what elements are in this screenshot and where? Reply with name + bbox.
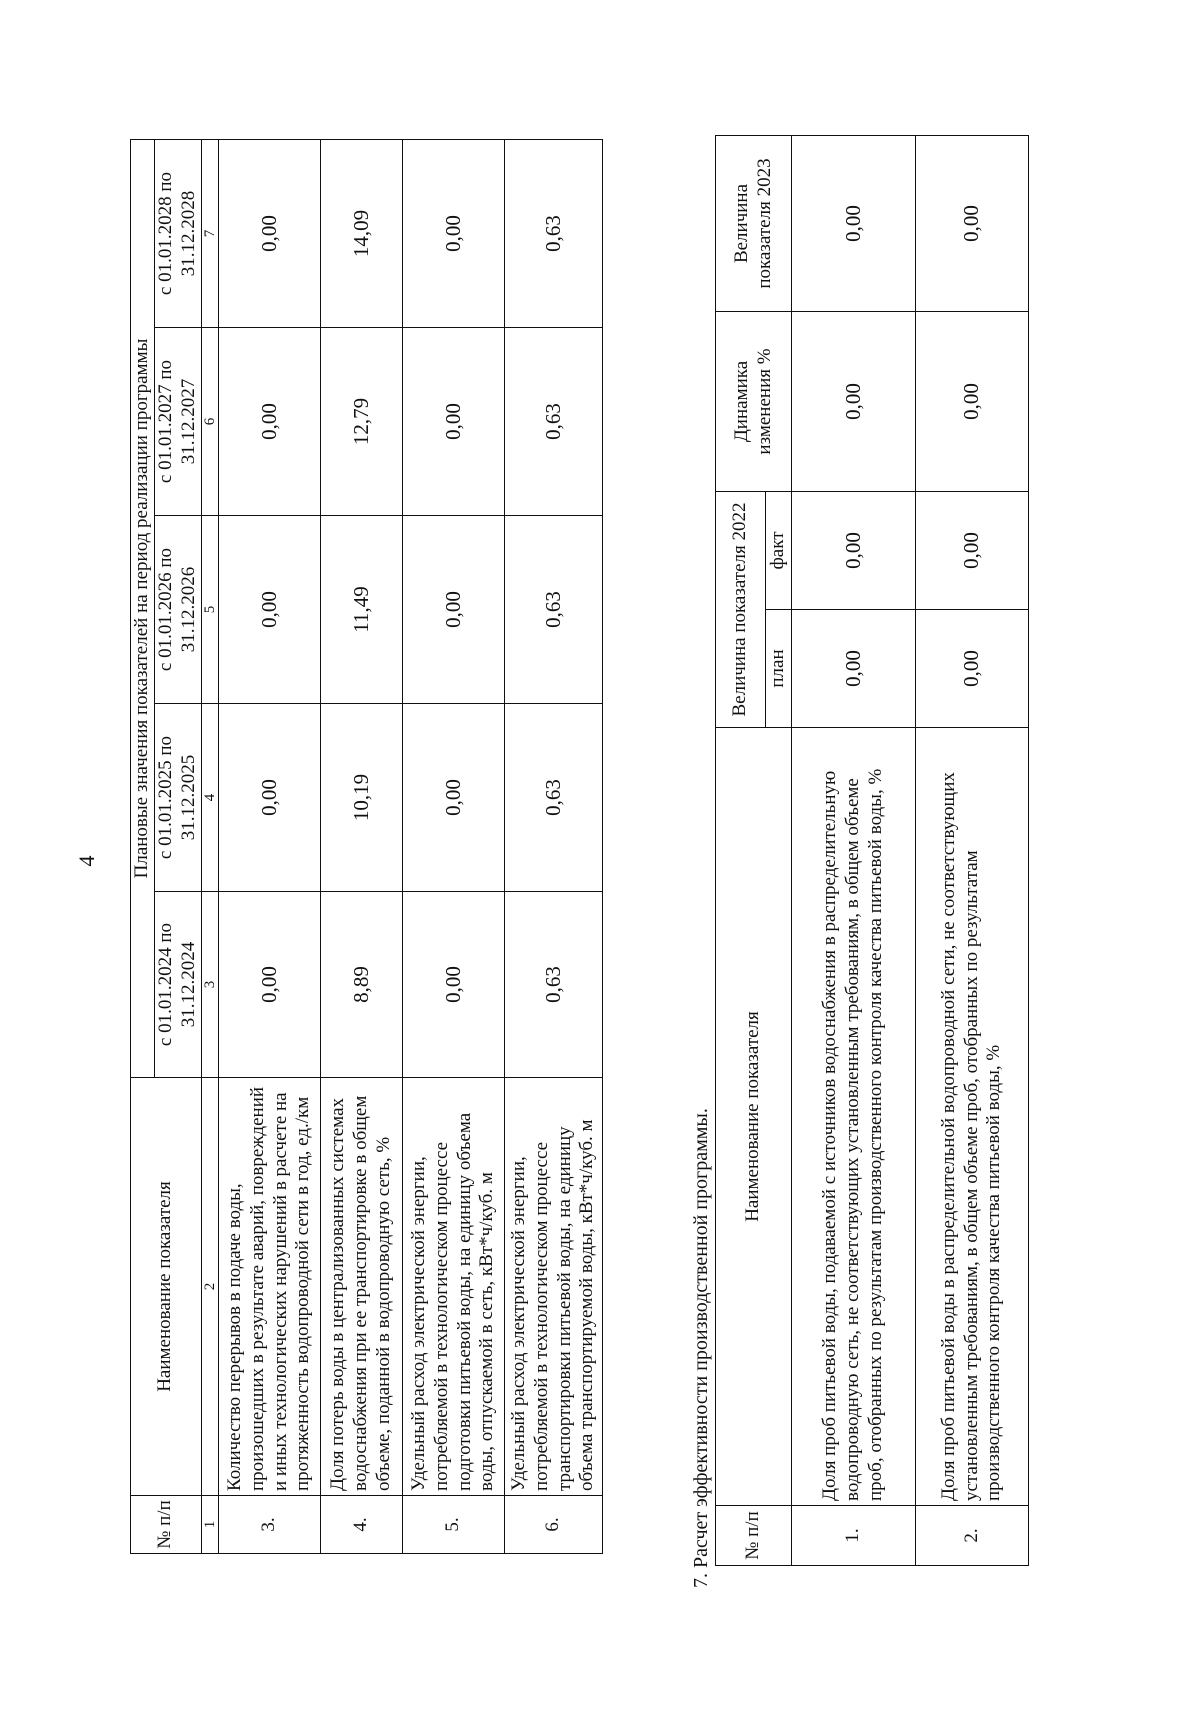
row-value: 0,00	[219, 892, 321, 1078]
indicators-table	[130, 139, 603, 1554]
row-value: 10,19	[321, 704, 403, 892]
header-value-2022: Величина показателя 2022	[716, 492, 766, 728]
header-period-2025: с 01.01.2025 по 31.12.2025	[155, 704, 202, 892]
header-num: № п/п	[131, 1496, 202, 1554]
table-row	[916, 136, 1029, 1566]
row-num: 3.	[219, 1496, 321, 1554]
header-period-2026: с 01.01.2026 по 31.12.2026	[155, 516, 202, 704]
col-index: 7	[201, 140, 219, 328]
row-name: Удельный расход электрической энергии, потребляемой в технологическом процессе транспортировки питьевой воды, на единицу объема транспортируемой воды, кВт*ч/куб. м	[505, 1078, 603, 1496]
header-num: № п/п	[716, 1506, 792, 1566]
row-name: Доля проб питьевой воды в распределительной водопроводной сети, не соответствующих установленным требованиям, в общем объеме проб, отобранных по результатам производственного контроля качества питьевой воды, %	[916, 728, 1029, 1506]
row-value: 0,00	[219, 704, 321, 892]
row-value: 12,79	[321, 328, 403, 516]
efficiency-table	[715, 135, 1029, 1566]
row-num: 6.	[505, 1496, 603, 1554]
header-value-2023: Величина показателя 2023	[716, 136, 792, 312]
indicators-table-container	[130, 140, 598, 1554]
row-value: 0,00	[403, 892, 505, 1078]
row-dynamics: 0,00	[916, 312, 1029, 492]
row-fact: 0,00	[916, 492, 1029, 610]
section-7-caption: 7. Расчет эффективности производственной программы.	[690, 1108, 712, 1588]
row-plan: 0,00	[916, 610, 1029, 728]
row-num: 1.	[792, 1506, 916, 1566]
table-row	[403, 140, 505, 1554]
column-index-row	[201, 140, 219, 1554]
row-value: 0,00	[219, 140, 321, 328]
col-index: 3	[201, 892, 219, 1078]
row-value: 0,63	[505, 704, 603, 892]
row-value: 8,89	[321, 892, 403, 1078]
row-value: 0,00	[403, 516, 505, 704]
row-value-2023: 0,00	[916, 136, 1029, 312]
row-value: 11,49	[321, 516, 403, 704]
row-num: 4.	[321, 1496, 403, 1554]
row-value: 14,09	[321, 140, 403, 328]
col-index: 4	[201, 704, 219, 892]
header-name: Наименование показателя	[131, 1078, 202, 1496]
row-value: 0,00	[219, 516, 321, 704]
row-name: Количество перерывов в подаче воды, произошедших в результате аварий, повреждений и иных технологических нарушений в расчете на протяженность водопроводной сети в год, ед./км	[219, 1078, 321, 1496]
row-value-2023: 0,00	[792, 136, 916, 312]
row-dynamics: 0,00	[792, 312, 916, 492]
table-row	[219, 140, 321, 1554]
header-plan: план	[766, 610, 792, 728]
header-period-2024: с 01.01.2024 по 31.12.2024	[155, 892, 202, 1078]
col-index: 2	[201, 1078, 219, 1496]
header-name: Наименование показателя	[716, 728, 792, 1506]
table-row	[321, 140, 403, 1554]
row-value: 0,00	[403, 704, 505, 892]
col-index: 1	[201, 1496, 219, 1554]
col-index: 5	[201, 516, 219, 704]
row-name: Доля проб питьевой воды, подаваемой с источников водоснабжения в распределительную водопроводную сеть, не соответствующих установленным требованиям, в общем объеме проб, отобранных по результатам производственного контроля качества питьевой воды, %	[792, 728, 916, 1506]
header-dynamics: Динамика изменения %	[716, 312, 792, 492]
col-index: 6	[201, 328, 219, 516]
row-value: 0,00	[403, 140, 505, 328]
row-value: 0,00	[219, 328, 321, 516]
page-number: 4	[74, 855, 99, 867]
efficiency-table-container	[715, 136, 1028, 1566]
row-fact: 0,00	[792, 492, 916, 610]
header-period-group: Плановые значения показателей на период реализации программы	[131, 140, 155, 1078]
row-name: Доля потерь воды в централизованных системах водоснабжения при ее транспортировке в общем объеме, поданной в водопроводную сеть, %	[321, 1078, 403, 1496]
row-value: 0,63	[505, 328, 603, 516]
header-period-2027: с 01.01.2027 по 31.12.2027	[155, 328, 202, 516]
row-num: 2.	[916, 1506, 1029, 1566]
row-value: 0,63	[505, 892, 603, 1078]
row-plan: 0,00	[792, 610, 916, 728]
header-period-2028: с 01.01.2028 по 31.12.2028	[155, 140, 202, 328]
header-fact: факт	[766, 492, 792, 610]
row-value: 0,63	[505, 516, 603, 704]
row-value: 0,00	[403, 328, 505, 516]
table-row	[505, 140, 603, 1554]
table-row	[792, 136, 916, 1566]
row-value: 0,63	[505, 140, 603, 328]
row-name: Удельный расход электрической энергии, потребляемой в технологическом процессе подготовки питьевой воды, на единицу объема воды, отпускаемой в сеть, кВт*ч/куб. м	[403, 1078, 505, 1496]
row-num: 5.	[403, 1496, 505, 1554]
